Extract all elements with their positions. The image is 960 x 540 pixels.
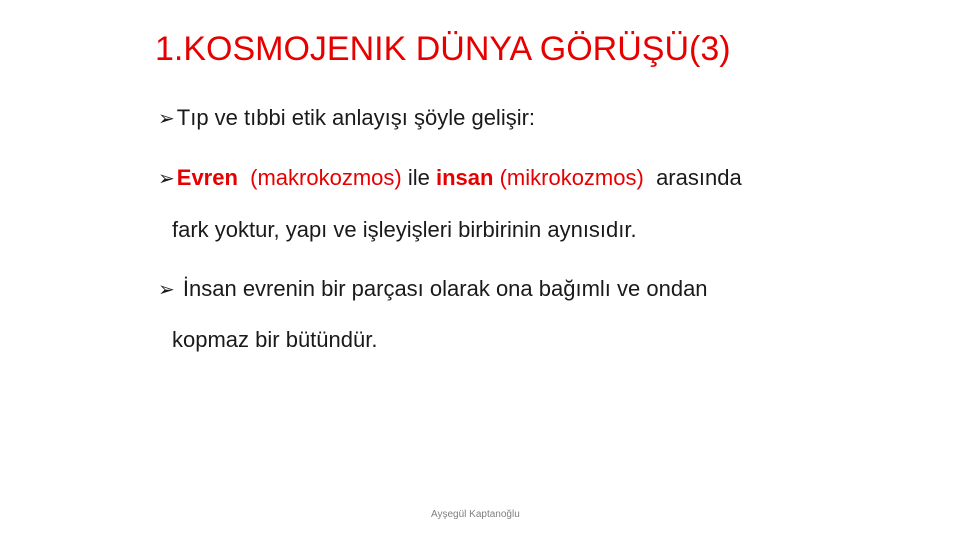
- word-arasinda: arasında: [656, 165, 742, 190]
- arrow-bullet-icon: ➢: [158, 168, 175, 190]
- bullet-item-2: [158, 163, 742, 194]
- slide-title: 1.KOSMOJENIK DÜNYA GÖRÜŞÜ(3): [155, 30, 731, 68]
- bullet-item-1: [158, 103, 535, 134]
- term-makrokozmos: (makrokozmos): [250, 165, 402, 190]
- bullet-3-continuation: kopmaz bir bütündür.: [172, 327, 378, 352]
- term-mikrokozmos: (mikrokozmos): [499, 165, 644, 190]
- bullet-2-continuation: fark yoktur, yapı ve işleyişleri birbirinin aynısıdır.: [172, 217, 637, 242]
- term-evren: Evren: [176, 165, 238, 190]
- bullet-1-text: Tıp ve tıbbi etik anlayışı şöyle gelişir:: [176, 105, 536, 130]
- bullet-item-3: [158, 274, 708, 305]
- arrow-bullet-icon: ➢: [158, 108, 175, 130]
- arrow-bullet-icon: ➢: [158, 279, 175, 301]
- word-ile: ile: [407, 165, 430, 190]
- term-insan: insan: [436, 165, 494, 190]
- footer-author: Ayşegül Kaptanoğlu: [431, 509, 520, 520]
- bullet-3-text: İnsan evrenin bir parçası olarak ona bağımlı ve ondan: [182, 276, 708, 301]
